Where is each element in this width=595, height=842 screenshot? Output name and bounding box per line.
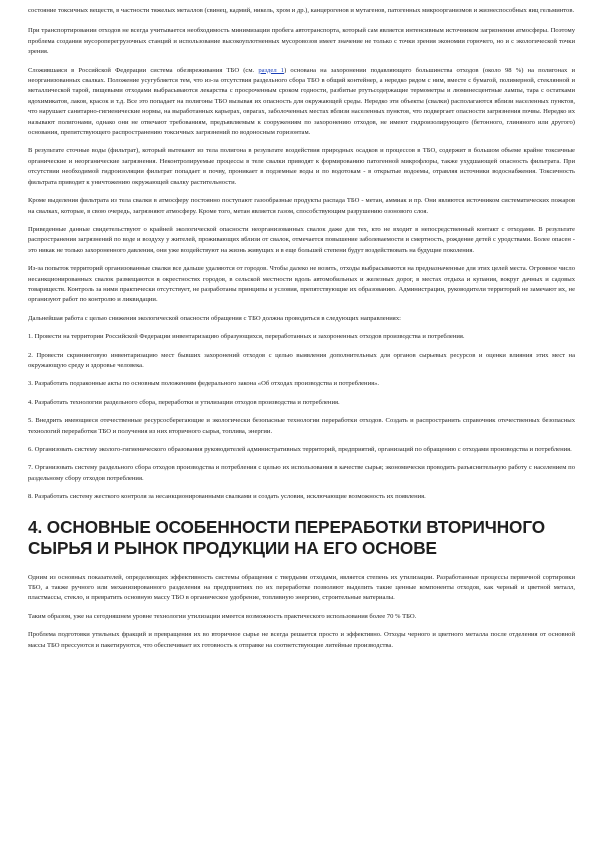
paragraph-fractions: Проблема подготовки утильных фракций и превращения их во вторичное сырье не всегда решается просто и эффективно. Отходы черного и цветного металла после отделения от основной массы ТБО прессуются и пакетируются, что обеспечивает их готовность к отправке на соответствующие литейные производства.: [28, 631, 575, 649]
paragraph-70-percent: Таким образом, уже на сегодняшнем уровне технологии утилизации имеется возможность практического использования более 70 % ТБО.: [28, 612, 417, 620]
paragraph-unauthorized-dumps: Из-за попыток территорий организованные свалки все дальше удаляются от городов. Чтобы далеко не возить, отходы выбрасываются на предназначенные для этих целей места. Огромное число несанкционированных свалок размещаются в окрестностях городов, в сельской местности вдоль автомобильных и железных дорог, в местах отдыха и купания, вокруг дачных и садовых товариществ. Контроль за ними практически отсутствует, не разработаны принципы и условия, препятствующие их образованию. Администрации, руководители территорий не замечают их, не организуют работ по контролю и ликвидации.: [28, 265, 575, 304]
paragraph-text: ) основана на захоронении подавляющего большинства отходов (около 98 %) на полигонах и неорганизованных свалках. Положение усугубляется тем, что из-за отсутствия раздельного сбора ТБО в общий контейнер, а нередко рядом с ним, вместе с бумагой, полимерной, стеклянной и металлической тарой, пищевыми отходами выбрасываются лекарства с просроченным сроком годности, разбитые ртутьсодержащие термометры и люминесцентные лампы, тара с остатками ядохимикатов, лаков, красок и т.д. Все это попадает на полигоны ТБО вызывая их опасность для окружающей среды. Нередко эти объекты (свалки) располагаются вблизи населенных пунктов, что нарушает санитарно-гигиенические нормы, на выработанных карьерах, оврагах, заболоченных местах вблизи населенных пунктов, что подвергает опасности загрязнения почвы. Нередко их называют полигонами, однако они не отвечают требованиям, предъявляемым к сооружениям по захоронению отходов, не имеют гидроизолирующего (бетонного, глиняного или другого) основания, препятствующего распространению токсичных загрязнений по водоносным горизонтам.: [28, 66, 576, 137]
list-item-1: 1. Провести на территории Российской Федерации инвентаризацию образующихся, переработанных и захороненных отходов производства и потребления.: [28, 333, 465, 341]
paragraph-directions-intro: Дальнейшая работа с целью снижения экологической опасности обращения с ТБО должна проводиться в следующих направлениях:: [28, 314, 401, 322]
list-item-6: 6. Организовать систему эколого-гигиенического образования руководителей административных территорий, предприятий, организаций по обращению с отходами производства и потребления.: [28, 446, 572, 453]
list-item-3: 3. Разработать подзаконные акты по основным положениям федерального закона «Об отходах производства и потребления».: [28, 380, 380, 388]
list-item-7: 7. Организовать систему раздельного сбора отходов производства и потребления с целью их использования в качестве сырья; экономически проводить разъяснительную работу с населением по раздельному сбору отходов потребления.: [28, 464, 575, 482]
paragraph-leachate: В результате сточные воды (фильтрат), который вытекают из тела полигона в результате воздействия природных осадков и процессов в ТБО, содержит в большом объеме крайне токсичные органические и неорганические загрязнения. Неконтролируемые процессы в теле свалки приводят к формированию патогенной микрофлоры, также ухудшающей опасность фильтрата. При отсутствии необходимой гидроизоляции фильтрат попадает в почву, проникает в подземные воды и по водотокам - в открытые водоемы, отравляя источники водоснабжения. Токсичность фильтрата приводит к уничтожению окружающей свалку растительности.: [28, 147, 575, 186]
paragraph-utilization: Одним из основных показателей, определяющих эффективность системы обращения с твердыми отходами, является степень их утилизации. Разработанные процессы первичной сортировки ТБО, а также ручного или механизированного разделения на предприятиях по их переработке позволяют выделить такие ценные компоненты отходов, как черный и цветной металл, пластмассы, стекло, и превратить основную массу ТБО в органическое удобрение, топливную энергию, строительные материалы.: [28, 573, 575, 602]
paragraph-text: Сложившаяся в Российской Федерации система обезвреживания ТБО (см.: [28, 66, 259, 74]
paragraph-toxic-substances: состояние токсичных веществ, в частности тяжелых металлов (свинец, кадмий, никель, хром и др.), канцерогенов и мутагенов, патогенных микроорганизмов и жизнеспособных яиц гельминтов.: [28, 7, 575, 14]
paragraph-disposal-system: [28, 66, 575, 139]
list-item-4: 4. Разработать технологии раздельного сбора, переработки и утилизации отходов производства и потребления.: [28, 398, 340, 406]
list-item-8: 8. Разработать систему жесткого контроля за несанкционированными свалками и создать условия, исключающие возможность их появления.: [28, 493, 426, 501]
section-1-link[interactable]: раздел 1: [258, 66, 285, 74]
section-heading: 4. ОСНОВНЫЕ ОСОБЕННОСТИ ПЕРЕРАБОТКИ ВТОРИЧНОГО СЫРЬЯ И РЫНОК ПРОДУКЦИИ НА ЕГО ОСНОВЕ: [28, 516, 546, 558]
list-item-5: 5. Внедрить имеющиеся отечественные ресурсосберегающие и экологически безопасные технологии переработки отходов. Создать и распространить справочник отечественных безопасных технологий переработки ТБО и получения из них вторичного сырья, топлива, энергии.: [28, 417, 575, 435]
paragraph-gases: Кроме выделения фильтрата из тела свалки в атмосферу постоянно поступают газообразные продукты распада ТБО - метан, аммиак и пр. Они являются источником систематических пожаров на свалках, которые, в свою очередь, загрязняют атмосферу. Кроме того, метан является газом, способствующим разрушению озонового слоя.: [28, 197, 575, 215]
list-item-2: 2. Провести скрининговую инвентаризацию мест бывших захоронений отходов с целью выявления дополнительных для органов сырьевых ресурсов и оценки влияния этих мест на окружающую среду и здоровье человека.: [28, 351, 575, 369]
paragraph-danger: Приведенные данные свидетельствуют о крайней экологической опасности неорганизованных свалок даже для тех, кто не входит в непосредственный контакт с отходами. В результате распространения загрязнений по воде и воздуху у жителей, проживающих вблизи от свалок, отмечается повышение заболеваемости и смертность, рождение детей с уродствами. Более опасен - это никак не только захороненного давления, они уже воздействуют на жизнь живущих и в еще большей степени будут воздействовать на будущие поколения.: [28, 225, 575, 254]
paragraph-transport: При транспортировании отходов не всегда учитывается необходимость минимизации пробега автотранспорта, который сам является интенсивным источником загрязнения атмосферы. Поэтому проблема создания мусороперегрузочных станций и использование высокоуплотненных мусоровозов имеет значение не только с точки зрения экономии горючего, но и с экологической точки зрения.: [28, 27, 575, 56]
